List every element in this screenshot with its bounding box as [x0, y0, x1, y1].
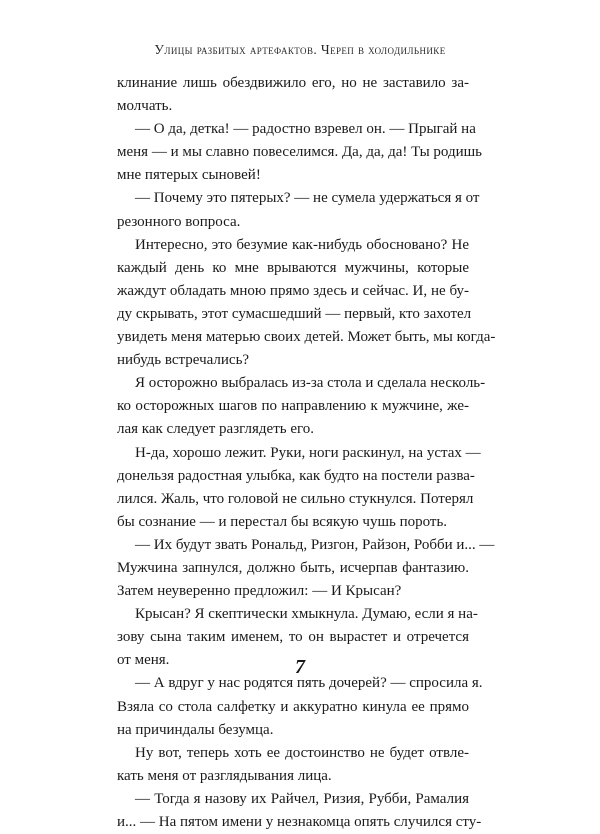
text-line: Взяла со стола салфетку и аккуратно кинула ее прямо [117, 698, 469, 715]
text-line: жаждут обладать мною прямо здесь и сейчас. И, не бу- [117, 282, 469, 299]
body-text [117, 72, 496, 834]
text-line: мне пятерых сыновей! [117, 167, 261, 184]
text-line: — Почему это пятерых? — не сумела удержаться я от [135, 190, 480, 207]
text-line: Я осторожно выбралась из-за стола и сделала несколь- [135, 375, 486, 392]
text-line: — О да, детка! — радостно взревел он. — Прыгай на [135, 121, 476, 138]
text-line: ду скрывать, этот сумасшедший — первый, кто захотел [117, 305, 472, 322]
text-line: каждый день ко мне врываются мужчины, которые [117, 259, 469, 276]
text-line: лился. Жаль, что головой не сильно стукнулся. Потерял [117, 490, 474, 507]
text-line: Ну вот, теперь хоть ее достоинство не будет отвле- [135, 744, 469, 761]
text-line: нибудь встречались? [117, 352, 250, 369]
text-line: Крысан? Я скептически хмыкнула. Думаю, если я на- [135, 606, 478, 623]
text-line: на причиндалы безумца. [117, 721, 274, 738]
text-line: от меня. [117, 652, 170, 669]
page-number: 7 [295, 656, 305, 678]
text-line: лая как следует разглядеть его. [117, 421, 315, 438]
text-line: зову сына таким именем, то он вырастет и отречется [117, 629, 469, 646]
text-line: Мужчина запнулся, должно быть, исчерпав фантазию. [117, 559, 469, 576]
running-header: Улицы разбитых артефактов. Череп в холодильнике [154, 42, 446, 57]
text-line: бы сознание — и перестал бы всякую чушь пороть. [117, 513, 448, 530]
text-line: меня — и мы славно повеселимся. Да, да, да! Ты родишь [117, 144, 483, 161]
text-line: кать меня от разглядывания лица. [117, 767, 332, 784]
text-line: и... — На пятом имени у незнакомца опять случился сту- [117, 814, 482, 830]
text-line: Интересно, это безумие как-нибудь обосновано? Не [135, 236, 469, 253]
text-line: увидеть меня матерью своих детей. Может быть, мы когда- [117, 329, 496, 346]
text-line: Затем неуверенно предложил: — И Крысан? [117, 583, 402, 600]
text-line: молчать. [117, 98, 173, 115]
text-line: — Их будут звать Рональд, Ризгон, Райзон, Робби и... — [135, 536, 495, 553]
text-line: Н-да, хорошо лежит. Руки, ноги раскинул, на устах — [135, 444, 481, 461]
text-line: — Тогда я назову их Райчел, Ризия, Рубби, Рамалия [135, 790, 469, 807]
text-line: резонного вопроса. [117, 213, 241, 230]
text-line: клинание лишь обездвижило его, но не заставило за- [117, 75, 469, 91]
text-line: донельзя радостная улыбка, как будто на постели разва- [117, 467, 475, 484]
text-line: ко осторожных шагов по направлению к мужчине, же- [117, 398, 469, 415]
text-line: — А вдруг у нас родятся пять дочерей? — спросила я. [135, 675, 483, 692]
